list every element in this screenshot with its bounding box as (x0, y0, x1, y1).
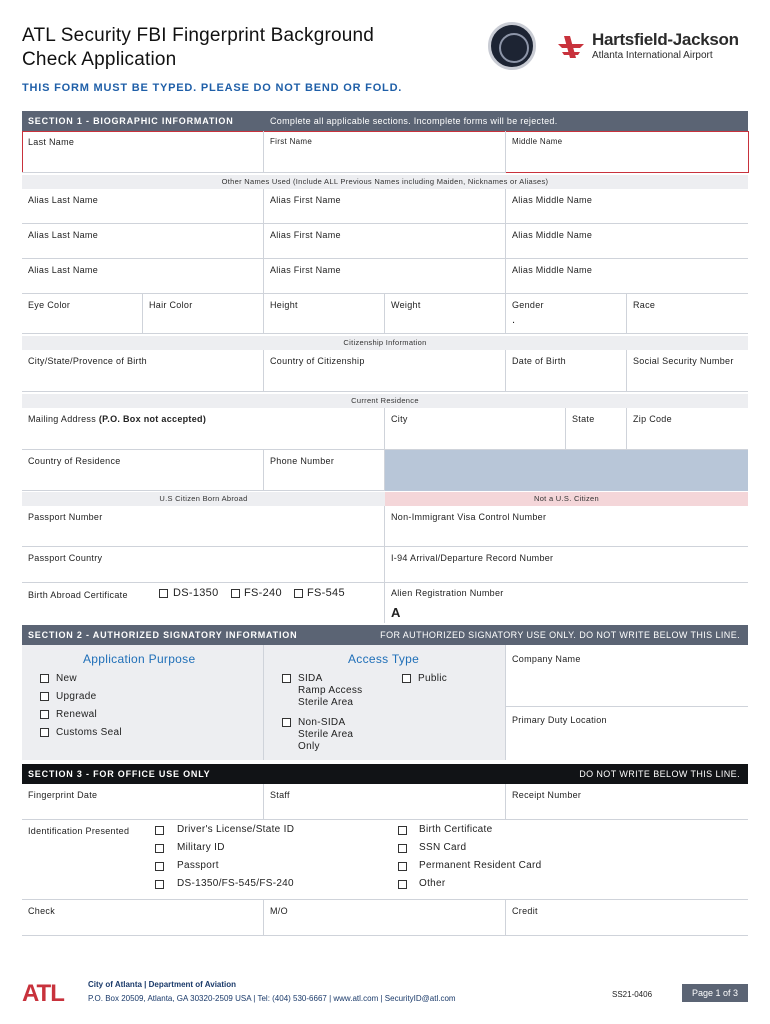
weight-field[interactable]: Weight (385, 294, 506, 334)
identification-presented-group: Identification Presented Driver's License/State ID Military ID Passport DS-1350/FS-545/FS-240 Birth Certificate SSN Card Permanent Resident Card Other (22, 820, 748, 900)
primary-duty-field[interactable]: Primary Duty Location (506, 707, 748, 760)
section1-note: Complete all applicable sections. Incomplete forms will be rejected. (270, 116, 558, 126)
money-order-field[interactable]: M/O (264, 900, 506, 936)
airport-logo (556, 28, 756, 68)
gender-value: . (512, 314, 516, 326)
country-citizenship-field[interactable]: Country of Citizenship (264, 350, 506, 392)
company-name-field[interactable]: Company Name (506, 645, 748, 707)
ssn-field[interactable]: Social Security Number (627, 350, 748, 392)
i94-field[interactable]: I-94 Arrival/Departure Record Number (385, 547, 748, 583)
purpose-customs-seal-checkbox[interactable] (40, 728, 49, 737)
country-residence-field[interactable]: Country of Residence (22, 450, 264, 491)
passport-country-field[interactable]: Passport Country (22, 547, 385, 583)
id-other-checkbox[interactable] (398, 880, 407, 889)
access-type-heading: Access Type (348, 652, 420, 666)
id-permanent-resident-checkbox[interactable] (398, 862, 407, 871)
section3-title: SECTION 3 - FOR OFFICE USE ONLY (28, 769, 211, 779)
alias-first-name-2[interactable]: Alias First Name (264, 224, 506, 259)
form-number: SS21-0406 (612, 990, 653, 999)
section2-note: FOR AUTHORIZED SIGNATORY USE ONLY. DO NOT WRITE BELOW THIS LINE. (380, 630, 740, 640)
middle-name-field[interactable]: Middle Name (512, 137, 563, 146)
last-name-field[interactable]: Last Name (22, 131, 264, 173)
receipt-number-field[interactable]: Receipt Number (506, 784, 748, 820)
phone-field[interactable]: Phone Number (264, 450, 385, 491)
not-us-citizen-band: Not a U.S. Citizen (385, 492, 748, 506)
section1-header (22, 111, 748, 131)
alias-last-name-3[interactable]: Alias Last Name (22, 259, 264, 294)
application-purpose-group: Application Purpose New Upgrade Renewal Customs Seal (22, 645, 264, 760)
access-type-group: Access Type SIDA Ramp Access Sterile Area Non-SIDA Sterile Area Only Public (264, 645, 506, 760)
fs240-checkbox[interactable] (231, 589, 240, 598)
credit-field[interactable]: Credit (506, 900, 748, 936)
id-drivers-license-checkbox[interactable] (155, 826, 164, 835)
mailing-address-field[interactable]: Mailing Address (P.O. Box not accepted) (22, 408, 385, 450)
id-ssn-card-checkbox[interactable] (398, 844, 407, 853)
city-seal-icon (488, 22, 536, 70)
city-field[interactable]: City (385, 408, 566, 450)
staff-field[interactable]: Staff (264, 784, 506, 820)
section2-title: SECTION 2 - AUTHORIZED SIGNATORY INFORMATION (28, 630, 298, 640)
access-public-checkbox[interactable] (402, 674, 411, 683)
alias-middle-name-1[interactable]: Alias Middle Name (506, 189, 748, 224)
alien-prefix: A (391, 605, 401, 620)
us-citizen-abroad-band: U.S Citizen Born Abroad (22, 492, 385, 506)
fingerprint-date-field[interactable]: Fingerprint Date (22, 784, 264, 820)
form-title: ATL Security FBI Fingerprint Background Check Application (22, 25, 375, 70)
logo-name: Hartsfield-Jackson (592, 30, 739, 49)
id-ds1350-checkbox[interactable] (155, 880, 164, 889)
section3-header (22, 764, 748, 784)
purpose-new-checkbox[interactable] (40, 674, 49, 683)
alias-first-name-3[interactable]: Alias First Name (264, 259, 506, 294)
birth-abroad-field: Birth Abroad Certificate DS-1350 FS-240 FS-545 (22, 583, 385, 623)
blank-blue-area (385, 450, 748, 491)
state-field[interactable]: State (566, 408, 627, 450)
logo-subtitle: Atlanta International Airport (592, 50, 713, 61)
eye-color-field[interactable]: Eye Color (22, 294, 143, 334)
alien-registration-field[interactable]: Alien Registration Number A (391, 588, 504, 620)
section2-header (22, 625, 748, 645)
access-sida-checkbox[interactable] (282, 674, 291, 683)
gender-field[interactable]: Gender . (506, 294, 627, 334)
alias-middle-name-3[interactable]: Alias Middle Name (506, 259, 748, 294)
id-birth-certificate-checkbox[interactable] (398, 826, 407, 835)
section3-note: DO NOT WRITE BELOW THIS LINE. (579, 769, 740, 779)
city-of-birth-field[interactable]: City/State/Provence of Birth (22, 350, 264, 392)
height-field[interactable]: Height (264, 294, 385, 334)
check-field[interactable]: Check (22, 900, 264, 936)
footer-contact: P.O. Box 20509, Atlanta, GA 30320-2509 USA | Tel: (404) 530-6667 | www.atl.com | SecurityID@atl.com (88, 994, 456, 1003)
zip-field[interactable]: Zip Code (627, 408, 748, 450)
purpose-renewal-checkbox[interactable] (40, 710, 49, 719)
footer-department: City of Atlanta | Department of Aviation (88, 980, 237, 989)
mailing-note: (P.O. Box not accepted) (98, 414, 207, 424)
hair-color-field[interactable]: Hair Color (143, 294, 264, 334)
visa-control-field[interactable]: Non-Immigrant Visa Control Number (385, 506, 748, 547)
alias-first-name-1[interactable]: Alias First Name (264, 189, 506, 224)
passport-number-field[interactable]: Passport Number (22, 506, 385, 547)
id-military-checkbox[interactable] (155, 844, 164, 853)
atl-footer-logo: ATL (22, 980, 64, 1007)
ds1350-checkbox[interactable] (159, 589, 168, 598)
alias-last-name-1[interactable]: Alias Last Name (22, 189, 264, 224)
plane-logo-icon (556, 32, 586, 62)
purpose-upgrade-checkbox[interactable] (40, 692, 49, 701)
id-passport-checkbox[interactable] (155, 862, 164, 871)
section1-title: SECTION 1 - BIOGRAPHIC INFORMATION (28, 116, 234, 126)
alias-last-name-2[interactable]: Alias Last Name (22, 224, 264, 259)
other-names-band: Other Names Used (Include ALL Previous Names including Maiden, Nicknames or Aliases) (22, 175, 748, 189)
form-notice: THIS FORM MUST BE TYPED. PLEASE DO NOT BEND OR FOLD. (22, 82, 403, 94)
alias-middle-name-2[interactable]: Alias Middle Name (506, 224, 748, 259)
page-indicator: Page 1 of 3 (682, 984, 748, 1002)
dob-field[interactable]: Date of Birth (506, 350, 627, 392)
citizenship-band: Citizenship Information (22, 336, 748, 350)
first-name-field[interactable]: First Name (264, 131, 506, 173)
residence-band: Current Residence (22, 394, 748, 408)
fs545-checkbox[interactable] (294, 589, 303, 598)
application-purpose-heading: Application Purpose (83, 652, 196, 666)
race-field[interactable]: Race (627, 294, 748, 334)
access-nonsida-checkbox[interactable] (282, 718, 291, 727)
